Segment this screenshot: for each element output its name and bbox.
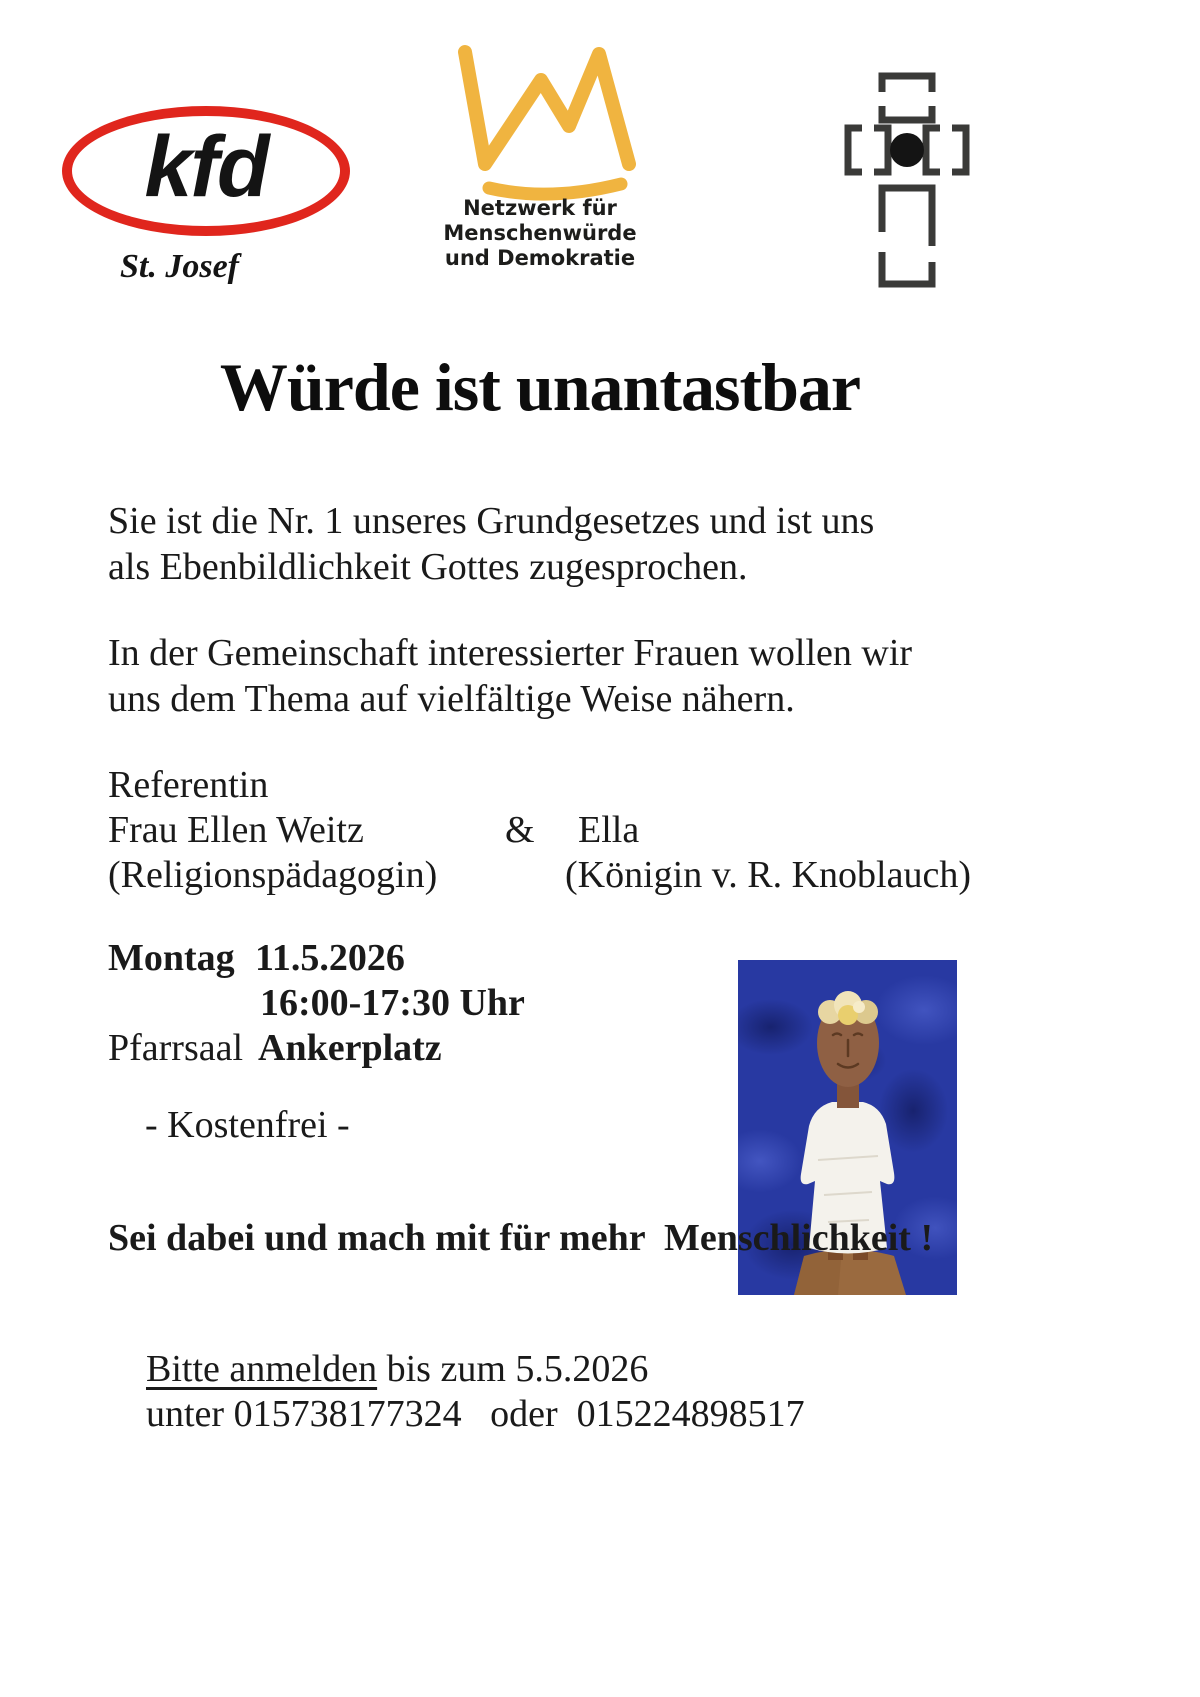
netzwerk-line-3: und Demokratie	[444, 246, 636, 270]
signup-middle: oder	[461, 1393, 577, 1435]
intro-line-2: als Ebenbildlichkeit Gottes zugesprochen.	[108, 546, 748, 588]
referent-name: Frau Ellen Weitz	[108, 809, 364, 851]
page-title: Würde ist unantastbar	[219, 349, 861, 425]
signup-deadline: bis zum 5.5.2026	[377, 1348, 649, 1390]
event-time: 16:00-17:30 Uhr	[260, 982, 525, 1024]
figure-name: Ella	[578, 809, 640, 851]
phone-number-1: 015738177324	[233, 1393, 462, 1435]
phone-number-2: 015224898517	[576, 1393, 805, 1435]
referent-role: (Religionspädagogin)	[108, 854, 438, 896]
referent-label: Referentin	[108, 764, 269, 806]
event-date: 11.5.2026	[255, 937, 405, 979]
ampersand: &	[505, 809, 535, 851]
crown-icon	[437, 36, 643, 204]
venue-label: Pfarrsaal	[108, 1027, 244, 1069]
bracket-cross-icon	[822, 58, 992, 288]
event-day: Montag	[108, 937, 235, 979]
paragraph-community	[108, 630, 912, 722]
paragraph-intro	[108, 498, 874, 590]
figure-role: (Königin v. R. Knoblauch)	[565, 854, 971, 896]
venue-name: Ankerplatz	[258, 1027, 442, 1069]
cta-line: Sei dabei und mach mit für mehr Menschlichkeit !	[108, 1217, 934, 1259]
kfd-logo	[62, 106, 350, 236]
netzwerk-line-1: Netzwerk für	[463, 196, 617, 220]
kfd-subtitle: St. Josef	[120, 248, 239, 285]
community-line-1: In der Gemeinschaft interessierter Frauen wollen wir	[108, 632, 913, 674]
intro-line-1: Sie ist die Nr. 1 unseres Grundgesetzes und ist uns	[108, 500, 875, 542]
signup-prefix: unter	[146, 1393, 234, 1435]
netzwerk-line-2: Menschenwürde	[443, 221, 637, 245]
community-line-2: uns dem Thema auf vielfältige Weise nähern.	[108, 678, 795, 720]
cost-note: - Kostenfrei -	[145, 1104, 350, 1146]
signup-line-2	[108, 1345, 805, 1483]
signup-underlined: Bitte anmelden	[146, 1348, 378, 1390]
netzwerk-wordmark	[402, 196, 678, 271]
kfd-logo-text: kfd	[144, 119, 268, 215]
